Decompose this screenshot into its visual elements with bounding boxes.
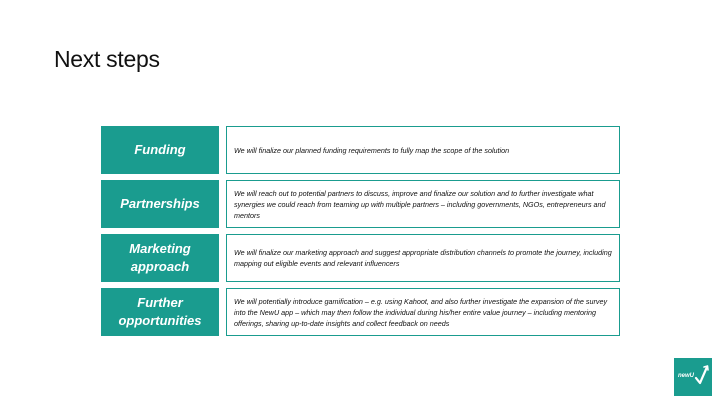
row-description xyxy=(226,180,620,228)
row-description xyxy=(226,288,620,336)
row-further-opportunities xyxy=(101,288,621,336)
row-label: Partnerships xyxy=(101,180,219,228)
row-description-text: We will reach out to potential partners to discuss, improve and finalize our solution and to further investigate what synergies we could reach from teaming up with multiple partners – including governments, NGOs, entrepreneurs and mentors xyxy=(234,188,606,220)
row-funding xyxy=(101,126,621,174)
row-marketing-approach xyxy=(101,234,621,282)
row-description-text: We will finalize our marketing approach and suggest appropriate distribution channels to promote the journey, including mapping out eligible events and relevant influencers xyxy=(234,248,612,268)
row-description xyxy=(226,234,620,282)
logo-text: newU xyxy=(678,373,695,379)
row-label: Marketing approach xyxy=(101,234,219,282)
row-label: Further opportunities xyxy=(101,288,219,336)
row-partnerships xyxy=(101,180,621,228)
row-description-text: We will potentially introduce gamification – e.g. using Kahoot, and also further investigate the expansion of the survey into the NewU app – which may then follow the individual during his/her entire value journey – including mentoring offerings, sharing up-to-date insights and collect feedback on needs xyxy=(234,296,608,328)
slide-title: Next steps xyxy=(54,46,160,72)
newu-logo xyxy=(674,358,712,396)
row-description-text: We will finalize our planned funding requirements to fully map the scope of the solution xyxy=(234,145,510,155)
row-label: Funding xyxy=(101,126,219,174)
row-description xyxy=(226,126,620,174)
